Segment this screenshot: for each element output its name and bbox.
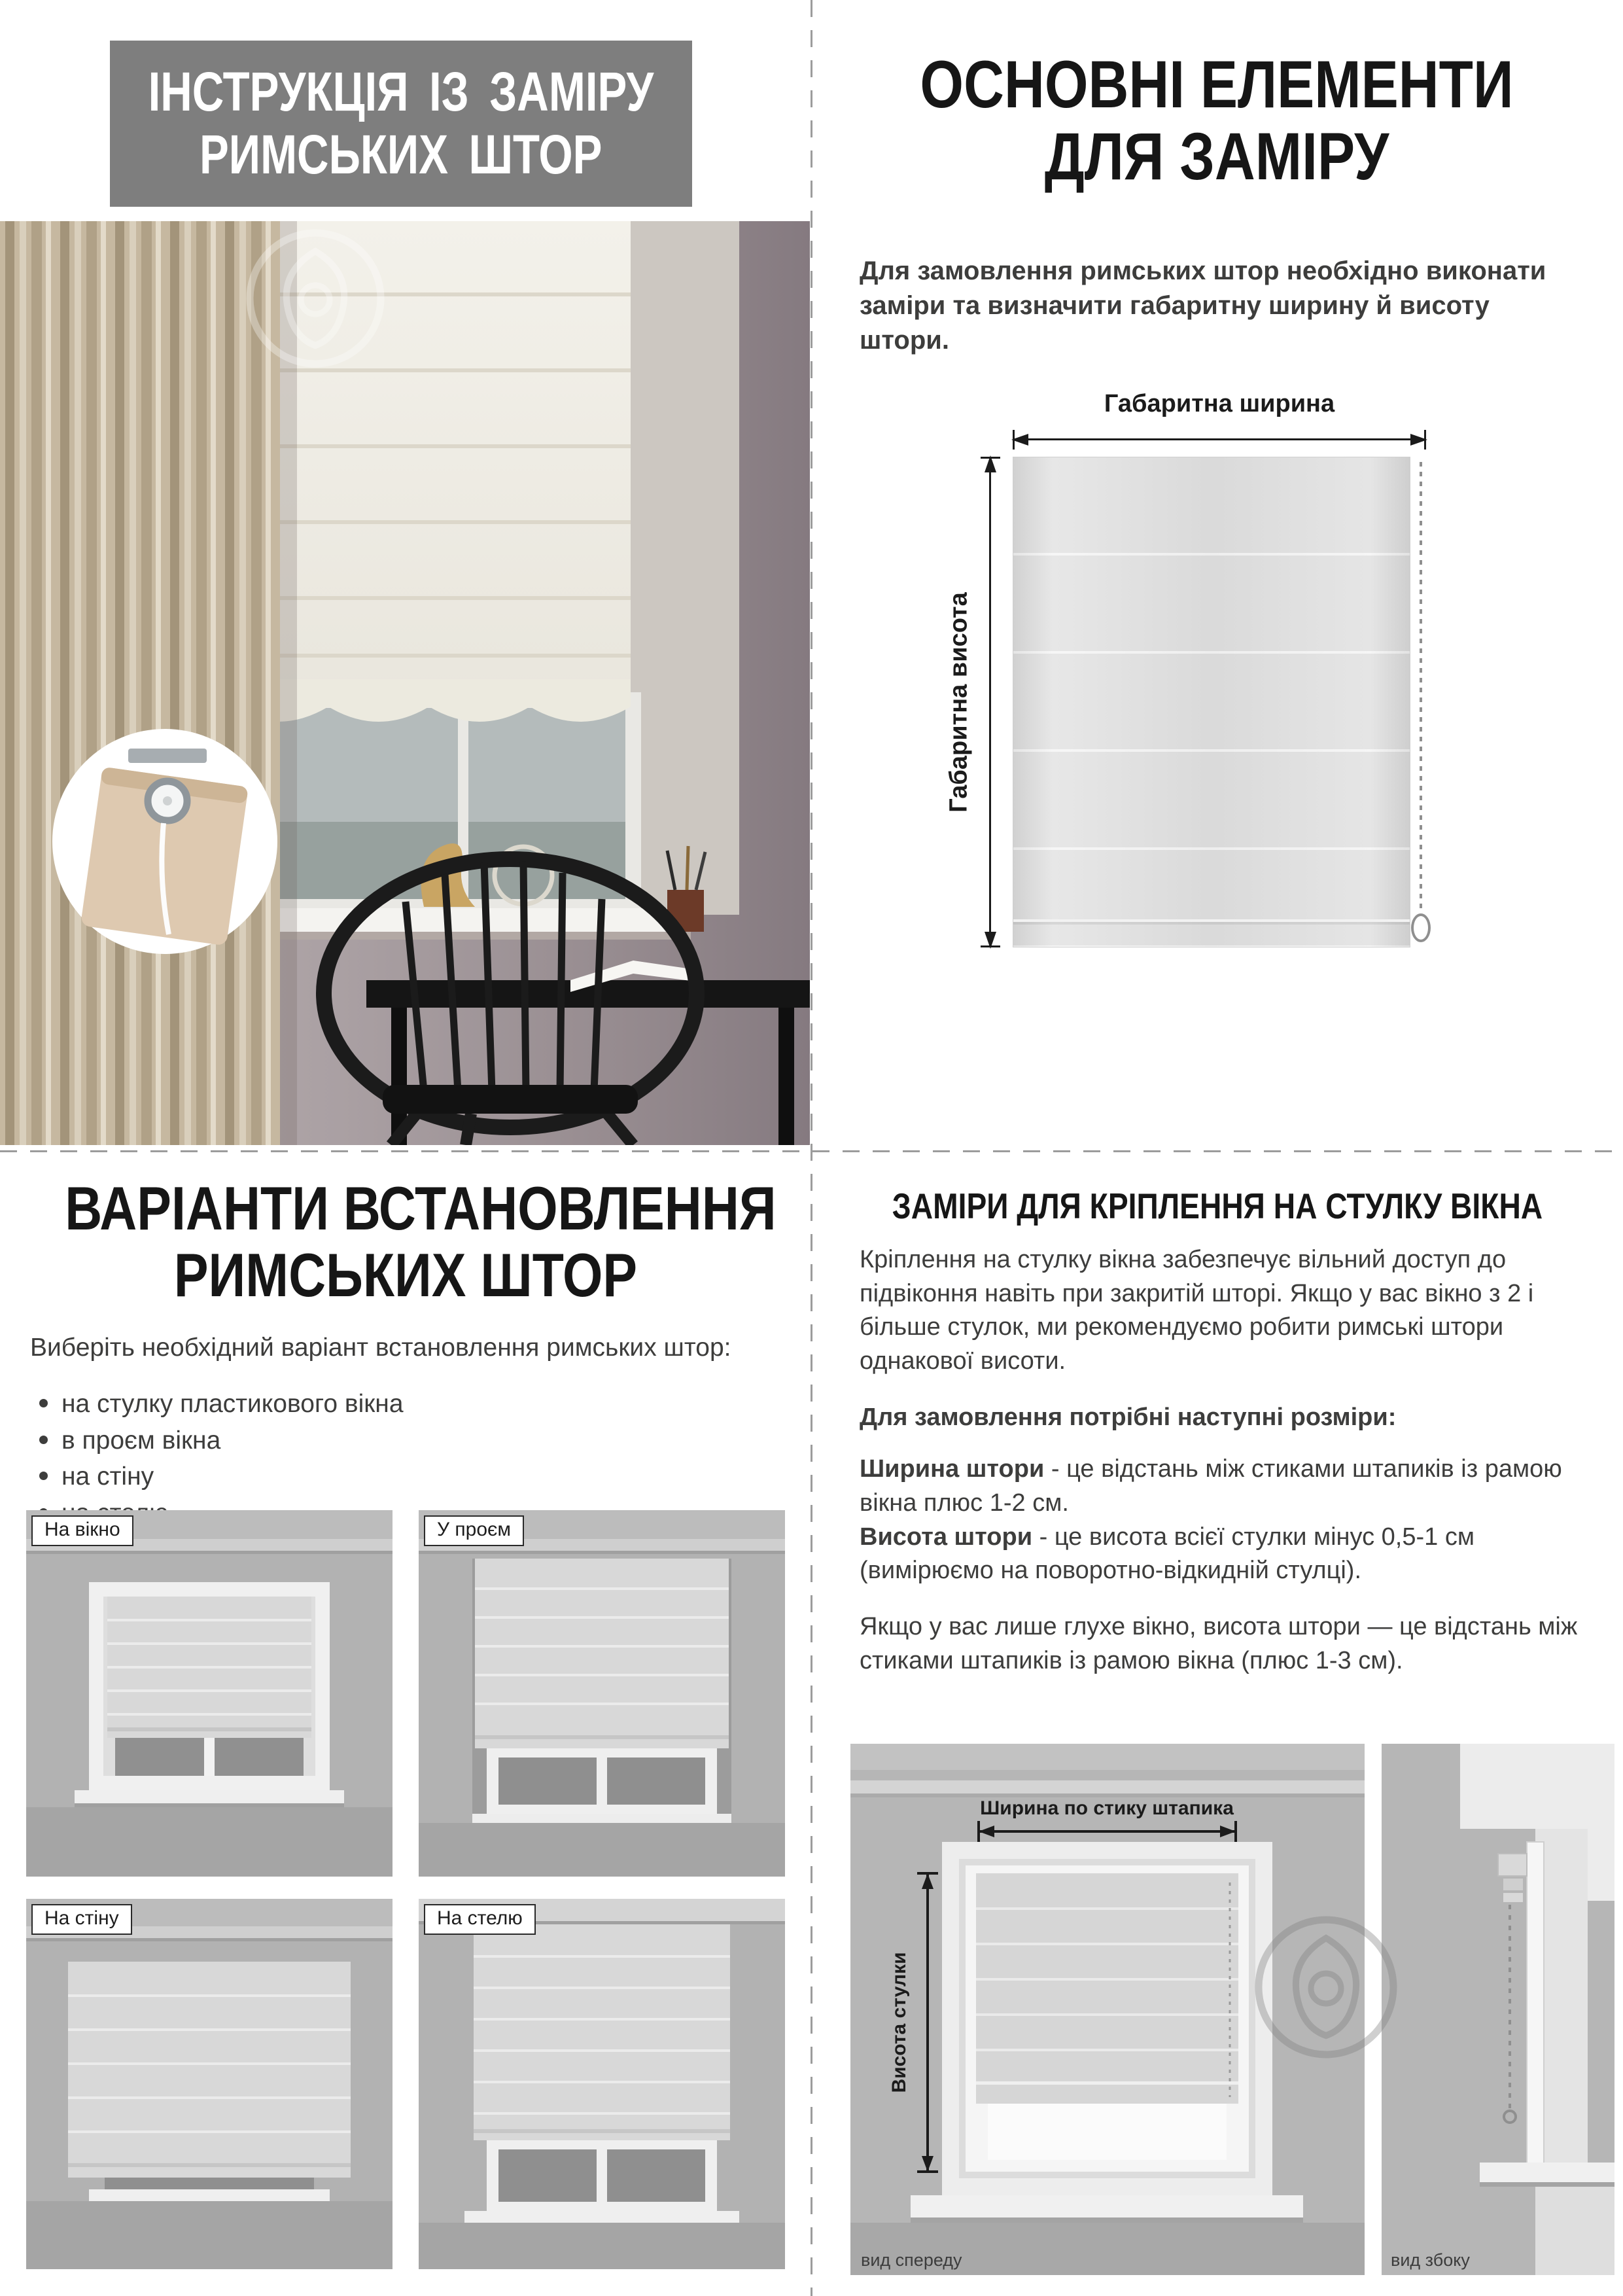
variant-image-window xyxy=(26,1510,393,1877)
sash-note-text: Якщо у вас лише глухе вікно, висота штори — це відстань між стиками штапиків із рамою вікна (плюс 1-3 см). xyxy=(860,1613,1578,1674)
roman-blind-diagram xyxy=(1013,457,1410,947)
install-section-title xyxy=(0,1175,811,1308)
elements-title-line1: ОСНОВНІ ЕЛЕМЕНТИ xyxy=(920,47,1514,122)
shade-width-term: Ширина штори xyxy=(860,1455,1045,1483)
sash-section-title xyxy=(819,1187,1616,1226)
sash-text-block xyxy=(860,1243,1605,1678)
roman-blind-room-photo xyxy=(0,221,810,1145)
install-option-wall: на стіну xyxy=(34,1461,404,1492)
sash-front-view-diagram xyxy=(850,1744,1365,2275)
overall-width-label: Габаритна ширина xyxy=(1104,390,1335,417)
width-arrow-left-tick xyxy=(1013,430,1015,450)
horizontal-divider xyxy=(0,1150,1623,1152)
shade-height-definition: - це висота всієї стулки мінус 0,5-1 см (вимірюємо на поворотно-відкидній стулці). xyxy=(860,1523,1475,1585)
blind-hem-line xyxy=(1013,919,1410,922)
width-arrow-right-tick xyxy=(1424,430,1426,450)
elements-intro-text: Для замовлення римських штор необхідно виконати заміри та визначити габаритну ширину й висоту штори. xyxy=(860,256,1546,355)
sash-height-label: Висота стулки xyxy=(888,1952,910,2093)
variant-label-window: На вікно xyxy=(31,1515,133,1546)
install-intro-text: Виберіть необхідний варіант встановлення римських штор: xyxy=(30,1333,731,1362)
overall-height-label: Габаритна висота xyxy=(945,592,973,813)
variant-image-wall xyxy=(26,1899,393,2269)
shade-height-term: Висота штори xyxy=(860,1523,1033,1551)
sash-intro-text: Кріплення на стулку вікна забезпечує вільний доступ до підвіконня навіть при закритій шторі. Якщо у вас вікно з 2 і більше стулок, ми рекомендуємо робити римські штори однакової висоти. xyxy=(860,1246,1534,1375)
blind-chain xyxy=(1420,462,1422,913)
sash-title-line: ЗАМІРИ ДЛЯ КРІПЛЕННЯ НА СТУЛКУ ВІКНА xyxy=(892,1186,1543,1226)
vertical-divider xyxy=(811,0,812,2296)
width-dimension-arrow xyxy=(1013,438,1426,440)
sash-sizes-heading: Для замовлення потрібні наступні розміри: xyxy=(860,1403,1397,1431)
side-view-caption: вид збоку xyxy=(1391,2250,1470,2270)
variant-label-opening: У проєм xyxy=(424,1515,524,1546)
variant-ceiling-illustration xyxy=(419,1899,785,2269)
front-view-caption: вид спереду xyxy=(861,2250,962,2270)
variant-label-wall: На стіну xyxy=(31,1904,132,1935)
sash-side-view-diagram xyxy=(1382,1744,1614,2275)
install-title-line1: ВАРІАНТИ ВСТАНОВЛЕННЯ xyxy=(65,1174,777,1243)
room-photo-illustration xyxy=(0,221,810,1145)
height-arrow-bottom-tick xyxy=(981,945,1000,947)
elements-section-title xyxy=(818,48,1616,192)
front-view-illustration xyxy=(850,1744,1365,2275)
install-option-sash: на стулку пластикового вікна xyxy=(34,1388,404,1420)
variant-window-illustration xyxy=(26,1510,393,1877)
page-title-banner xyxy=(110,41,692,207)
height-dimension-arrow xyxy=(989,457,991,947)
page-title-line2: РИМСЬКИХ ШТОР xyxy=(200,124,602,185)
elements-title-line2: ДЛЯ ЗАМІРУ xyxy=(1044,119,1389,194)
sash-width-label: Ширина по стику штапика xyxy=(980,1797,1234,1819)
shade-width-definition: - це відстань між стиками штапиків із рамою вікна плюс 1-2 см. xyxy=(860,1455,1562,1517)
side-view-illustration xyxy=(1382,1744,1614,2275)
height-arrow-top-tick xyxy=(981,457,1000,459)
page-title-line1: ІНСТРУКЦІЯ ІЗ ЗАМІРУ xyxy=(148,61,654,123)
variant-wall-illustration xyxy=(26,1899,393,2269)
variant-image-opening xyxy=(419,1510,785,1877)
variant-label-ceiling: На стелю xyxy=(424,1904,536,1935)
install-option-opening: в проєм вікна xyxy=(34,1425,404,1457)
sash-measures-text xyxy=(860,1453,1605,1588)
install-title-line2: РИМСЬКИХ ШТОР xyxy=(173,1240,638,1309)
variant-image-ceiling xyxy=(419,1899,785,2269)
variant-opening-illustration xyxy=(419,1510,785,1877)
blind-chain-loop xyxy=(1411,913,1431,942)
